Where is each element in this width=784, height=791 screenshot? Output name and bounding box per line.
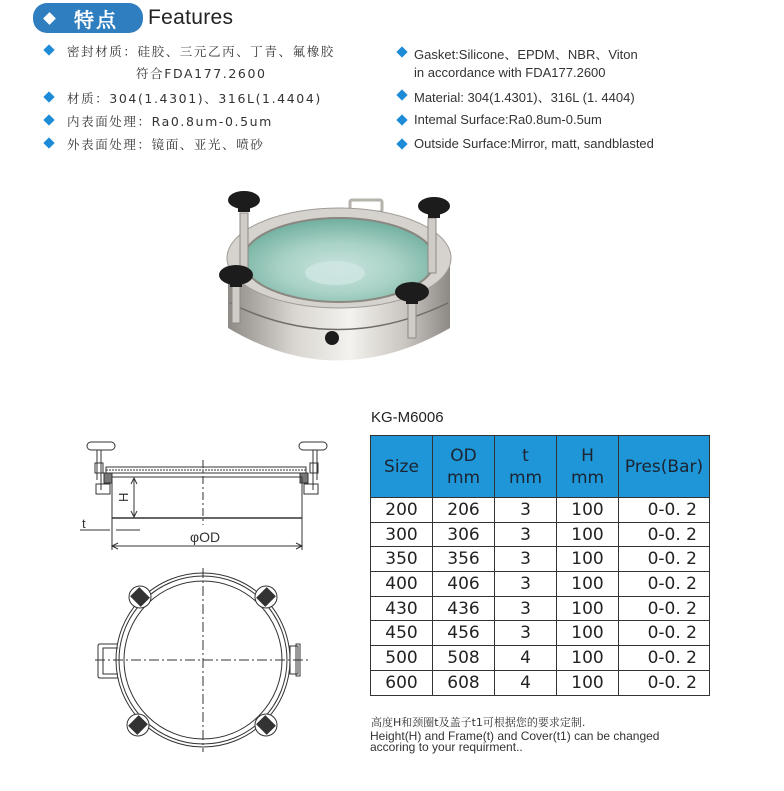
diamond-icon (43, 12, 56, 25)
diameter-label: φOD (190, 529, 221, 545)
features-badge (33, 3, 143, 33)
column-header-h: H mm (557, 436, 619, 498)
column-header-pressure: Pres(Bar) (619, 436, 710, 498)
features-badge-label: 特点 (74, 7, 118, 32)
table-row: 500 508 4 100 0-0. 2 (371, 646, 710, 671)
table-header-row (371, 436, 710, 498)
side-elevation-drawing (60, 430, 340, 560)
customization-note-en-line1: Height(H) and Frame(t) and Cover(t1) can be changed (370, 729, 660, 743)
diamond-bullet-icon (396, 138, 407, 149)
table-row: 350 356 3 100 0-0. 2 (371, 547, 710, 572)
height-label: H (116, 492, 131, 502)
features-title: Features (148, 6, 234, 29)
diamond-bullet-icon (43, 137, 54, 148)
diamond-bullet-icon (396, 46, 407, 57)
thickness-label: t (82, 516, 86, 531)
table-row: 430 436 3 100 0-0. 2 (371, 596, 710, 621)
feature-item-en-internal-surface: Intemal Surface:Ra0.8um-0.5um (398, 112, 602, 127)
model-number: KG-M6006 (371, 409, 444, 426)
top-view-drawing (80, 560, 320, 780)
feature-item-cn-material: 材质：304(1.4301)、316L(1.4404) (45, 89, 322, 107)
column-header-t: t mm (495, 436, 557, 498)
feature-item-cn-gasket: 密封材质：硅胶、三元乙丙、丁青、氟橡胶 (45, 42, 335, 60)
feature-item-en-gasket: Gasket:Silicone、EPDM、NBR、Viton (398, 44, 638, 63)
spec-table (370, 435, 710, 696)
diamond-bullet-icon (43, 91, 54, 102)
customization-note-en-line2: accoring to your requirment.. (370, 740, 523, 754)
diamond-bullet-icon (396, 114, 407, 125)
table-row: 400 406 3 100 0-0. 2 (371, 572, 710, 597)
customization-note-cn: 高度H和颈圈t及盖子t1可根据您的要求定制. (371, 716, 586, 729)
diamond-bullet-icon (396, 89, 407, 100)
feature-item-en-outside-surface: Outside Surface:Mirror, matt, sandblasted (398, 136, 654, 151)
table-row: 600 608 4 100 0-0. 2 (371, 670, 710, 695)
customization-note-en (370, 731, 730, 753)
diamond-bullet-icon (43, 44, 54, 55)
table-row: 450 456 3 100 0-0. 2 (371, 621, 710, 646)
product-photo (210, 178, 465, 373)
feature-item-cn-outside-surface: 外表面处理：镜面、亚光、喷砂 (45, 135, 264, 153)
feature-item-en-material: Material: 304(1.4301)、316L (1. 4404) (398, 87, 635, 106)
feature-item-en-gasket-continuation: in accordance with FDA177.2600 (414, 65, 606, 80)
column-header-size: Size (371, 436, 433, 498)
column-header-od: OD mm (433, 436, 495, 498)
feature-item-cn-gasket-continuation: 符合FDA177.2600 (136, 66, 267, 81)
diamond-bullet-icon (43, 114, 54, 125)
feature-item-cn-internal-surface: 内表面处理：Ra0.8um-0.5um (45, 112, 273, 130)
table-row: 200 206 3 100 0-0. 2 (371, 498, 710, 523)
table-row: 300 306 3 100 0-0. 2 (371, 522, 710, 547)
